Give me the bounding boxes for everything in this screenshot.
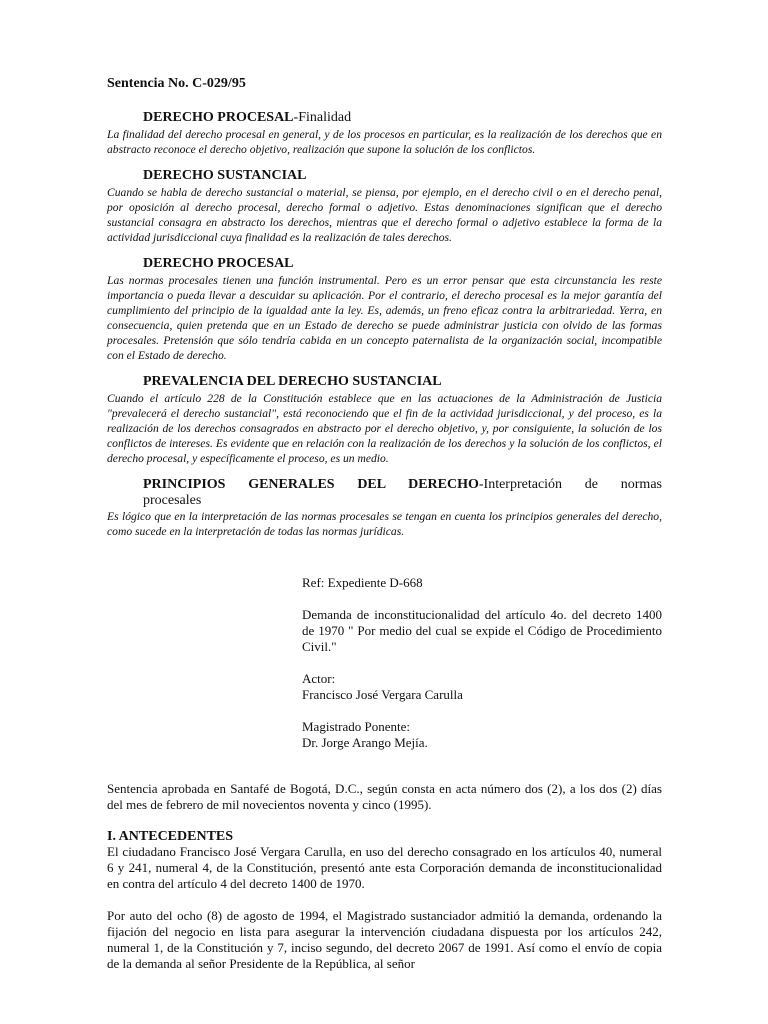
approval-paragraph: Sentencia aprobada en Santafé de Bogotá, D.C., según consta en acta número dos (2), a los dos (2) días del mes de febrero de mil novecientos noventa y cinco (1995). (107, 781, 662, 812)
reference-expediente: Ref: Expediente D-668 (302, 575, 423, 590)
magistrado-label: Magistrado Ponente: (302, 719, 410, 734)
reference-demanda: Demanda de inconstitucionalidad del artículo 4o. del decreto 1400 de 1970 " Por medio del cual se expide el Código de Procedimiento Civil." (302, 607, 662, 654)
reference-magistrado (302, 719, 662, 751)
section-text: Es lógico que en la interpretación de las normas procesales se tengan en cuenta los principios generales del derecho, como sucede en la interpretación de todas las normas jurídicas. (107, 510, 662, 538)
actor-label: Actor: (302, 671, 336, 686)
antecedentes-title: I. ANTECEDENTES (107, 829, 234, 844)
section-heading-bold: DERECHO SUSTANCIAL (143, 168, 307, 183)
antecedentes-paragraph: El ciudadano Francisco José Vergara Carulla, en uso del derecho consagrado en los artículos 40, numeral 6 y 241, numeral 4, de la Constitución, presentó ante esta Corporación demanda de inconstitucionalidad en contra del artículo 4 del decreto 1400 de 1970. (107, 844, 662, 891)
reference-block (302, 575, 662, 751)
section-text: La finalidad del derecho procesal en general, y de los procesos en particular, es la realización de los derechos que en abstracto reconoce el derecho objetivo, realización que supone la solución de los conflictos. (107, 128, 662, 156)
section-heading-bold: PREVALENCIA DEL DERECHO SUSTANCIAL (143, 374, 442, 389)
section-heading (143, 256, 662, 272)
reference-actor (302, 671, 662, 703)
section-heading-suffix: -Interpretación de normas (478, 477, 662, 492)
section-heading (143, 110, 662, 126)
section-text: Las normas procesales tienen una función instrumental. Pero es un error pensar que esta circunstancia les reste importancia o pueda llevar a descuidar su aplicación. Por el contrario, el derecho procesal es la mejor garantía del cumplimiento del principio de la igualdad ante la ley. Es, además, un freno eficaz contra la arbitrariedad. Yerra, en consecuencia, quien pretenda que en un Estado de derecho se puede administrar justicia con olvido de las formas procesales. Pretensión que sólo tendría cabida en un concepto paternalista de la organización social, incompatible con el Estado de derecho. (107, 274, 662, 362)
document-title: Sentencia No. C-029/95 (107, 76, 246, 91)
section-heading-continued: procesales (143, 493, 202, 508)
section-heading (143, 374, 662, 390)
section-text: Cuando el artículo 228 de la Constitución establece que en las actuaciones de la Administración de Justicia "prevalecerá el derecho sustancial", está reconociendo que el fin de la actividad jurisdiccional, y del proceso, es la realización de los derechos consagrados en abstracto por el derecho objetivo, y, por consiguiente, la solución de los conflictos de intereses. Es evidente que en relación con la realización de los derechos y la solución de los conflictos, el derecho procesal, y específicamente el proceso, es un medio. (107, 392, 662, 465)
section-heading-bold: PRINCIPIOS GENERALES DEL DERECHO (143, 477, 479, 492)
section-heading (143, 168, 662, 184)
section-heading-suffix: -Finalidad (293, 110, 352, 125)
section-heading (143, 477, 662, 493)
section-heading-bold: DERECHO PROCESAL (143, 256, 294, 271)
section-heading-bold: DERECHO PROCESAL (143, 110, 294, 125)
actor-name: Francisco José Vergara Carulla (302, 687, 463, 702)
antecedentes-paragraph: Por auto del ocho (8) de agosto de 1994, el Magistrado sustanciador admitió la demanda, ordenando la fijación del negocio en lista para asegurar la intervención ciudadana dispuesta por los artículos 242, numeral 1, de la Constitución y 7, inciso segundo, del decreto 2067 de 1991. Así como el envío de copia de la demanda al señor Presidente de la República, al señor (107, 908, 662, 971)
document-page (107, 76, 662, 988)
section-text: Cuando se habla de derecho sustancial o material, se piensa, por ejemplo, en el derecho civil o en el derecho penal, por oposición al derecho procesal, derecho formal o adjetivo. Estas denominaciones significan que el derecho sustancial consagra en abstracto los derechos, mientras que el derecho formal o adjetivo establece la forma de la actividad jurisdiccional cuya finalidad es la realización de tales derechos. (107, 186, 662, 244)
magistrado-name: Dr. Jorge Arango Mejía. (302, 735, 428, 750)
